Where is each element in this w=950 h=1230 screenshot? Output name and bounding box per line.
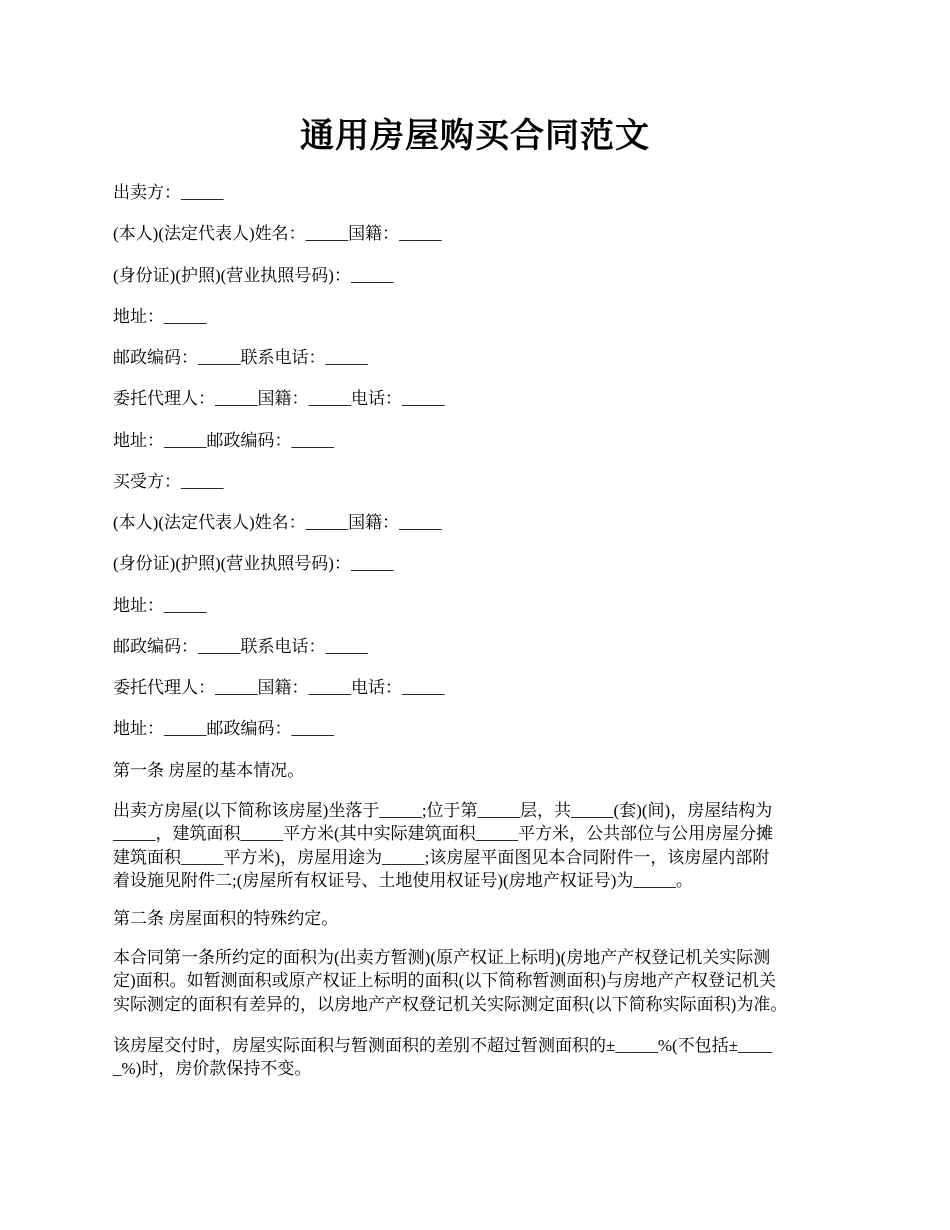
buyer-postcode-phone: 邮政编码：_____联系电话：_____ [113, 637, 368, 656]
article2-body2-line: _%)时，房价款保持不变。 [113, 1059, 312, 1078]
article1-body-line: 出卖方房屋(以下简称该房屋)坐落于_____;位于第_____层，共_____(套)(间)，房屋结构为 [113, 801, 773, 820]
article2-body1-line: 实际测定的面积有差异的，以房地产产权登记机关实际测定面积(以下简称实际面积)为准。 [113, 995, 788, 1014]
article1-body-line: _____，建筑面积_____平方米(其中实际建筑面积_____平方米，公共部位与公用房屋分摊 [113, 824, 774, 843]
article2-body2-line: 该房屋交付时，房屋实际面积与暂测面积的差别不超过暂测面积的±_____%(不包括±____ [113, 1036, 772, 1055]
article2-heading: 第二条 房屋面积的特殊约定。 [113, 909, 339, 928]
buyer-name-nationality: (本人)(法定代表人)姓名：_____国籍：_____ [113, 513, 442, 532]
seller-line: 出卖方：_____ [113, 183, 224, 202]
buyer-agent: 委托代理人：_____国籍：_____电话：_____ [113, 678, 445, 697]
seller-id-number: (身份证)(护照)(营业执照号码)：_____ [113, 266, 394, 285]
article1-body-line: 着设施见附件二;(房屋所有权证号、土地使用权证号)(房地产权证号)为_____。 [113, 871, 693, 890]
buyer-id-number: (身份证)(护照)(营业执照号码)：_____ [113, 554, 394, 573]
seller-agent-address: 地址：_____邮政编码：_____ [113, 431, 334, 450]
article1-body-line: 建筑面积_____平方米)，房屋用途为_____;该房屋平面图见本合同附件一，该房屋内部附 [113, 848, 770, 867]
buyer-agent-address: 地址：_____邮政编码：_____ [113, 719, 334, 738]
buyer-address: 地址：_____ [113, 596, 207, 615]
seller-address: 地址：_____ [113, 307, 207, 326]
seller-postcode-phone: 邮政编码：_____联系电话：_____ [113, 348, 368, 367]
article1-heading: 第一条 房屋的基本情况。 [113, 761, 305, 780]
seller-name-nationality: (本人)(法定代表人)姓名：_____国籍：_____ [113, 224, 442, 243]
buyer-line: 买受方：_____ [113, 472, 224, 491]
article2-body1-line: 本合同第一条所约定的面积为(出卖方暂测)(原产权证上标明)(房地产产权登记机关实际测 [113, 948, 771, 967]
document-title: 通用房屋购买合同范文 [300, 118, 650, 155]
article2-body1-line: 定)面积。如暂测面积或原产权证上标明的面积(以下简称暂测面积)与房地产产权登记机关 [113, 971, 776, 990]
seller-agent: 委托代理人：_____国籍：_____电话：_____ [113, 389, 445, 408]
